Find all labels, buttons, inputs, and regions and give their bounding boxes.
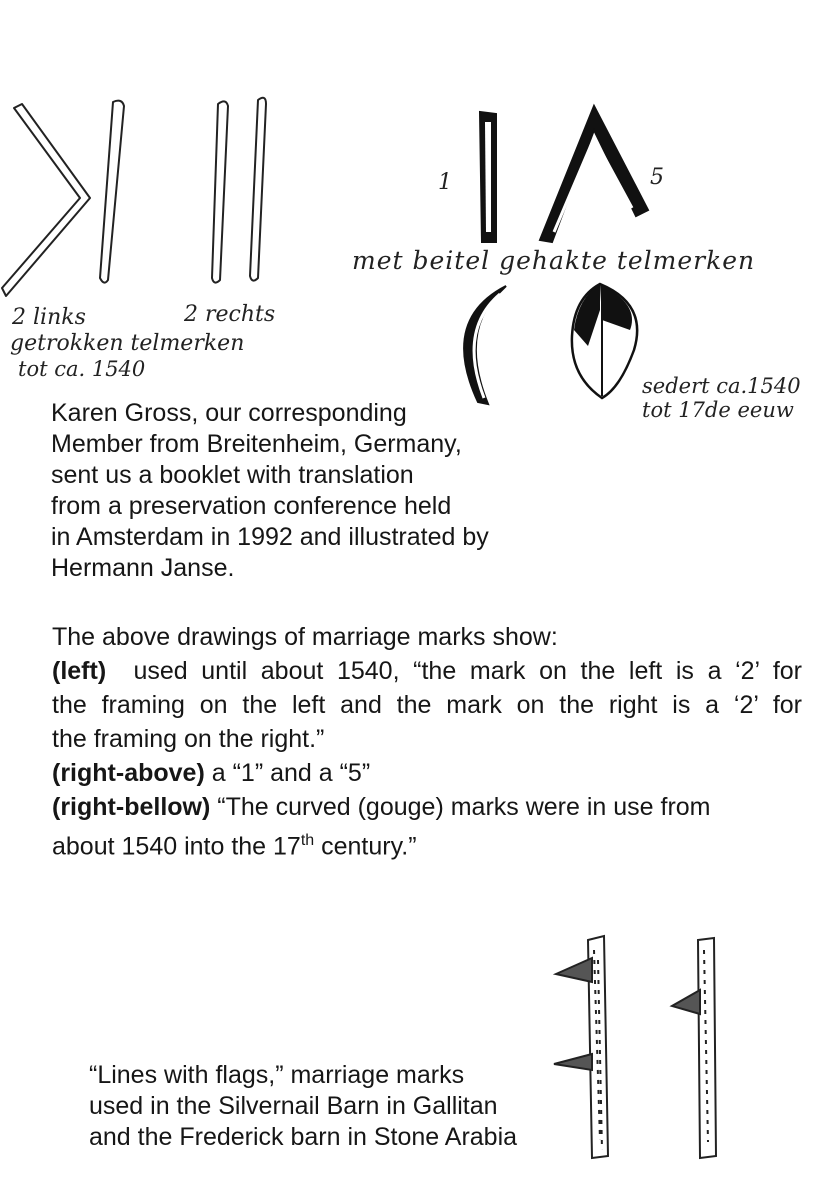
flag-line-2	[698, 938, 716, 1158]
right-bellow-text: “The curved (gouge) marks were in use from	[217, 793, 711, 821]
right-bellow-text2-end: century.”	[314, 832, 417, 861]
right-above-label: (right-above)	[52, 759, 205, 787]
straight-mark-left	[100, 101, 124, 283]
chevron-mark	[2, 104, 90, 296]
explanation-paragraph	[52, 620, 802, 863]
flag-marks-drawing	[548, 930, 738, 1170]
double-mark-2	[250, 98, 266, 281]
chiseled-marks-drawing	[460, 100, 700, 250]
intro-line: sent us a booklet with translation	[51, 461, 414, 489]
crescent-mark	[464, 286, 506, 404]
intro-paragraph	[51, 398, 489, 584]
left-caption-line1b: 2 rechts	[184, 302, 276, 327]
right-bellow-text2: about 1540 into the 17	[52, 832, 301, 861]
left-text-b: the framing on the left and the mark on the right is a ‘2’ for	[52, 691, 802, 719]
label-five: 5	[650, 165, 664, 190]
flags-line: and the Frederick barn in Stone Arabia	[89, 1123, 518, 1151]
explanation-left-line1	[52, 654, 802, 688]
superscript-th: th	[300, 832, 315, 849]
flag-2a	[672, 990, 700, 1014]
left-label: (left)	[52, 657, 107, 685]
intro-line: Hermann Janse.	[51, 554, 235, 582]
intro-line: Member from Breitenheim, Germany,	[51, 430, 462, 458]
explanation-right-bellow	[52, 790, 802, 824]
right-bellow-label: (right-bellow)	[52, 793, 211, 821]
explanation-heading: The above drawings of marriage marks show:	[52, 623, 558, 651]
left-caption-line2: getrokken telmerken	[10, 331, 245, 356]
flags-paragraph	[89, 1060, 517, 1153]
left-text-c: the framing on the right.”	[52, 725, 325, 753]
intro-line: from a preservation conference held	[51, 492, 452, 520]
flag-1a	[556, 958, 592, 982]
intro-line: Karen Gross, our corresponding	[51, 399, 407, 427]
gouge-caption-line2: tot 17de eeuw	[642, 398, 794, 422]
flags-line: “Lines with flags,” marriage marks	[89, 1061, 465, 1089]
scribed-marks-drawing	[0, 90, 300, 300]
right-above-text: a “1” and a “5”	[211, 759, 371, 787]
gouge-caption-line1: sedert ca.1540	[642, 374, 801, 398]
left-text-a: used until about 1540, “the mark on the left is a ‘2’ for	[133, 657, 802, 685]
explanation-right-above	[52, 756, 802, 790]
chisel-caption: met beitel gehakte telmerken	[352, 246, 756, 275]
flags-line: used in the Silvernail Barn in Gallitan	[89, 1092, 498, 1120]
intro-line: in Amsterdam in 1992 and illustrated by	[51, 523, 489, 551]
label-one: 1	[438, 170, 452, 195]
gouge-marks-drawing	[440, 280, 650, 410]
left-caption-line1: 2 links	[12, 305, 86, 330]
chisel-mark-five	[540, 106, 648, 242]
double-mark-1	[212, 101, 228, 282]
flag-1b	[554, 1054, 592, 1070]
explanation-right-bellow-2	[52, 824, 802, 863]
left-caption-line3: tot ca. 1540	[18, 357, 146, 381]
